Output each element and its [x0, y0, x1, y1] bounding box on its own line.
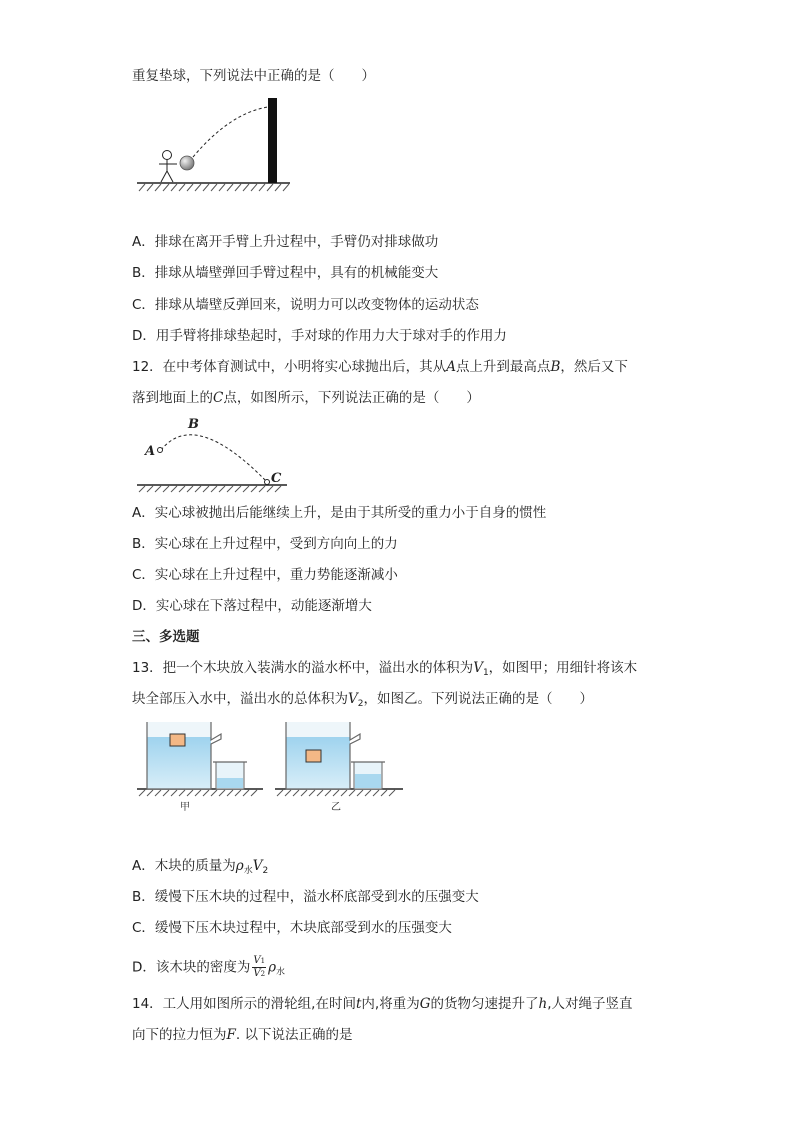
q12-option-b: B．实心球在上升过程中，受到方向向上的力	[132, 536, 398, 552]
density-fraction: $\frac{V1}{V2}$	[253, 955, 266, 979]
q12-label-c: C	[271, 471, 282, 486]
q12-option-c: C．实心球在上升过程中，重力势能逐渐减小	[132, 567, 398, 583]
q12-label-b: B	[188, 417, 199, 432]
q13-option-d: D．该木块的密度为 $\frac{V1}{V2}$ $\rho_水$	[132, 955, 286, 979]
q11-stem-tail: 重复垫球，下列说法中正确的是（ ）	[132, 68, 375, 84]
q12-stem-line1: 12．在中考体育测试中，小明将实心球抛出后，其从A点上升到最高点B，然后又下	[132, 359, 628, 375]
q12-stem-line2: 落到地面上的C点，如图所示，下列说法正确的是（ ）	[132, 390, 480, 406]
q14-stem-line2: 向下的拉力恒为F. 以下说法正确的是	[132, 1027, 353, 1043]
q13-label-left: 甲	[180, 802, 190, 813]
q13-option-a: A．木块的质量为$\rho_水V_2$	[132, 858, 269, 876]
q13-stem-line2: 块全部压入水中，溢出水的总体积为$V_2$，如图乙。下列说法正确的是（ ）	[132, 691, 593, 709]
q14-stem-line1: 14．工人用如图所示的滑轮组,在时间t内,将重为G的货物匀速提升了h,人对绳子竖直	[132, 996, 633, 1012]
q13-stem-line1: 13．把一个木块放入装满水的溢水杯中，溢出水的体积为$V_1$，如图甲；用细针将该木	[132, 660, 638, 678]
q12-label-a: A	[145, 444, 156, 459]
q13-option-b: B．缓慢下压木块的过程中，溢水杯底部受到水的压强变大	[132, 889, 479, 905]
q11-option-b: B．排球从墙壁弹回手臂过程中，具有的机械能变大	[132, 265, 439, 281]
q11-option-d: D．用手臂将排球垫起时，手对球的作用力大于球对手的作用力	[132, 328, 507, 344]
q11-figure	[135, 95, 295, 195]
q12-option-d: D．实心球在下落过程中，动能逐渐增大	[132, 598, 372, 614]
section-title: 三、多选题	[132, 629, 200, 645]
q13-option-c: C．缓慢下压木块过程中，木块底部受到水的压强变大	[132, 920, 452, 936]
q13-figure	[135, 718, 415, 818]
q12-figure	[135, 412, 295, 494]
q12-option-a: A．实心球被抛出后能继续上升，是由于其所受的重力小于自身的惯性	[132, 505, 547, 521]
q11-option-c: C．排球从墙壁反弹回来，说明力可以改变物体的运动状态	[132, 297, 479, 313]
q13-label-right: 乙	[331, 802, 341, 813]
q11-option-a: A．排球在离开手臂上升过程中，手臂仍对排球做功	[132, 234, 439, 250]
